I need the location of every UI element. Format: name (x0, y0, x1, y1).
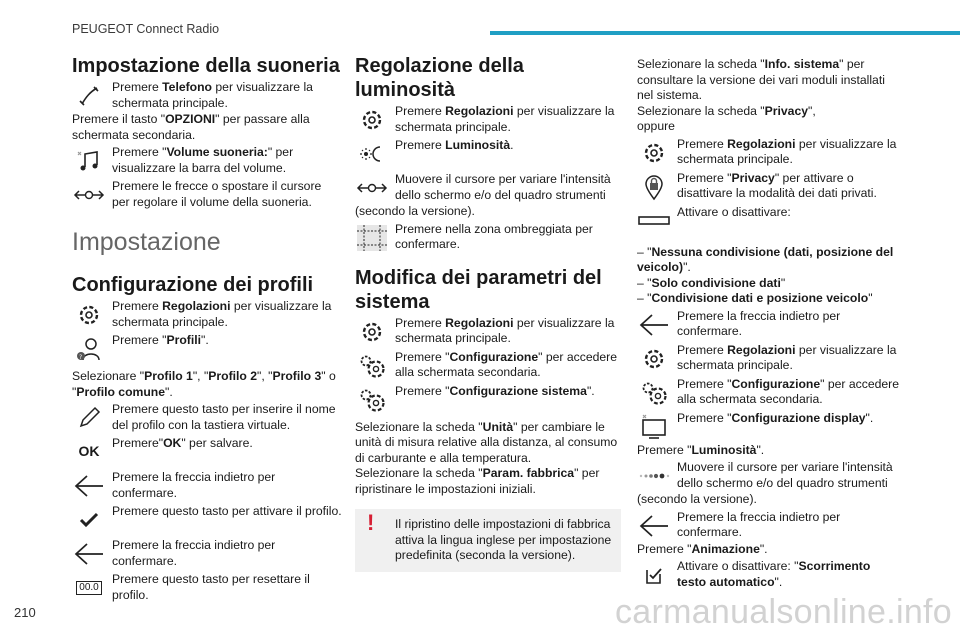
slider-arrows-icon (72, 181, 106, 209)
step-configurazione: Premere "Configurazione" per accedere alla schermata secondaria. (637, 377, 902, 409)
page-number: 210 (14, 605, 36, 620)
step-scorrimento-testo: Attivare o disattivare: "Scorrimento testo automatico". (637, 559, 902, 591)
checkmark-icon (72, 506, 106, 534)
checkbox-icon (637, 561, 671, 589)
phone-icon (72, 82, 106, 110)
settings-gear-icon (72, 301, 106, 329)
settings-gear-icon (637, 139, 671, 167)
step-regolazioni: Premere Regolazioni per visualizzare la schermata principale. (637, 343, 902, 375)
step-telefono: Premere Telefono per visualizzare la schermata principale. (72, 80, 342, 112)
heading-setup: Impostazione (72, 228, 221, 256)
brightness-dots-icon (637, 462, 671, 490)
step-back-1: Premere la freccia indietro per confermare. (637, 309, 902, 341)
toggle-bar-icon (637, 207, 671, 235)
pencil-icon (72, 404, 106, 432)
step-nome-profilo: Premere questo tasto per inserire il nome del profilo con la tastiera virtuale. (72, 402, 342, 434)
back-arrow-icon (637, 311, 671, 339)
step-volume-suoneria: Premere "Volume suoneria:" per visualizzare la barra del volume. (72, 145, 342, 177)
step-regolazioni: Premere Regolazioni per visualizzare la schermata principale. (637, 137, 902, 169)
config-gears-icon (355, 352, 389, 380)
back-arrow-icon (72, 540, 106, 568)
column-3: Selezionare la scheda "Info. sistema" per consultare la versione dei vari moduli installati nel sistema. Selezionare la scheda "Privacy", oppure Premere Regolazioni per visualizzare la schermata principale. Premere "Privacy" per attivare o disattivare la modalità dei dati privati. Attivare o disattivare: – "Nessuna condivisione (dati, posizione del veicolo)". – "Solo condivisione dati" – "Condivisione dati e posizione veicolo" Premere la freccia indietro per confermare. Premere Regolazioni per visualizzare la schermata principale. Premere "Configurazione" per accedere alla schermata secondaria. Premere "Configurazione display". Premere "Luminosità". Muovere il cursore per variare l'intensità dello schermo e/o del quadro strumenti (secondo la versione). Premere la freccia indietro per confermare. Premere "Animazione". Attivare o disattivare: "Scorrimento testo automatico". (637, 57, 902, 591)
step-privacy: Premere "Privacy" per attivare o disattivare la modalità dei dati privati. (637, 171, 902, 203)
watermark: carmanualsonline.info (614, 593, 952, 631)
step-profili: ? Premere "Profili". (72, 333, 342, 365)
config-gears-icon (355, 386, 389, 414)
heading-system: Modifica dei parametri del sistema (355, 266, 602, 313)
reset-icon: 00.0 (72, 574, 106, 602)
shaded-zone-icon (355, 224, 389, 252)
privacy-lock-icon (637, 173, 671, 201)
back-arrow-icon (637, 512, 671, 540)
step-zona-ombreggiata: Premere nella zona ombreggiata per confermare. (355, 222, 621, 254)
header-accent-bar (490, 31, 960, 35)
step-reset-profilo: 00.0 Premere questo tasto per resettare il profilo. (72, 572, 342, 604)
step-configurazione-display: Premere "Configurazione display". (637, 411, 902, 443)
step-attiva-disattiva: Attivare o disattivare: (637, 205, 902, 237)
column-2: Regolazione della luminosità Premere Regolazioni per visualizzare la schermata principale. Premere Luminosità. Muovere il cursore per variare l'intensità dello schermo e/o del quadro strumenti (secondo la versione). Premere nella zona ombreggiata per confermare. Modifica dei parametri del sistema Premere Regolazioni per visualizzare la schermata principale. Premere "Configurazione" per accedere alla schermata secondaria. Premere "Configurazione sistema". Selezionare la scheda "Unità" per cambiare le unità di misura relative alla distanza, al consumo di carburante e alla temperatura. Selezionare la scheda "Param. fabbrica" per ripristinare le impostazioni iniziali. ! Il ripristino delle impostazioni di fabbrica attiva la lingua inglese per impostazione predefinita (seconda la versione). (355, 54, 621, 572)
settings-gear-icon (637, 345, 671, 373)
step-luminosita: Premere Luminosità. (355, 138, 621, 170)
warning-exclamation-icon: ! (367, 510, 375, 535)
header-title: PEUGEOT Connect Radio (72, 22, 220, 36)
column-1: Impostazione della suoneria Premere Telefono per visualizzare la schermata principale. Premere il tasto "OPZIONI" per passare alla schermata secondaria. Premere "Volume suoneria:" per visualizzare la barra del volume. Premere le frecce o spostare il cursore per regolare il volume della suoneria. Impostazione Configurazione dei profili Premere Regolazioni per visualizzare la schermata principale. ? Premere "Profili". Selezionare "Profilo 1", "Profilo 2", "Profilo 3" o "Profilo comune". Premere questo tasto per inserire il nome del profilo con la tastiera virtuale. OK Premere"OK" per salvare. Premere la freccia indietro per confermare. Premere questo tasto per attivare il profilo. Premere la freccia indietro per confermare. 00.0 Premere questo tasto per resettare il profilo. (72, 54, 342, 604)
step-cursore-luminosita: Muovere il cursore per variare l'intensità dello schermo e/o del quadro strumenti (355, 172, 621, 204)
step-back-2: Premere la freccia indietro per confermare. (72, 538, 342, 570)
settings-gear-icon (355, 106, 389, 134)
step-configurazione: Premere "Configurazione" per accedere alla schermata secondaria. (355, 350, 621, 382)
step-back-1: Premere la freccia indietro per confermare. (72, 470, 342, 502)
ok-icon: OK (78, 443, 100, 460)
step-regolazioni: Premere Regolazioni per visualizzare la schermata principale. (72, 299, 342, 331)
step-ok: OK Premere"OK" per salvare. (72, 436, 342, 468)
heading-brightness: Regolazione della luminosità (355, 55, 524, 101)
music-note-icon (72, 147, 106, 175)
step-regolazioni: Premere Regolazioni per visualizzare la schermata principale. (355, 316, 621, 348)
settings-gear-icon (355, 318, 389, 346)
back-arrow-icon (72, 472, 106, 500)
step-frecce-volume: Premere le frecce o spostare il cursore per regolare il volume della suoneria. (72, 179, 342, 211)
warning-note: ! Il ripristino delle impostazioni di fabbrica attiva la lingua inglese per impostazione predefinita (seconda la versione). (355, 509, 621, 572)
profile-user-icon (72, 335, 106, 363)
svg-text:?: ? (79, 354, 83, 361)
step-configurazione-sistema: Premere "Configurazione sistema". (355, 384, 621, 416)
step-attiva-profilo: Premere questo tasto per attivare il profilo. (72, 504, 342, 536)
sun-moon-icon (355, 140, 389, 168)
display-screen-icon (637, 413, 671, 441)
step-cursore-luminosita: Muovere il cursore per variare l'intensità dello schermo e/o del quadro strumenti (637, 460, 902, 492)
config-gears-icon (637, 379, 671, 407)
heading-profiles: Configurazione dei profili (72, 274, 314, 296)
step-regolazioni: Premere Regolazioni per visualizzare la schermata principale. (355, 104, 621, 136)
heading-ringtone: Impostazione della suoneria (72, 55, 340, 77)
step-back-2: Premere la freccia indietro per confermare. (637, 510, 902, 542)
slider-arrows-icon (355, 174, 389, 202)
